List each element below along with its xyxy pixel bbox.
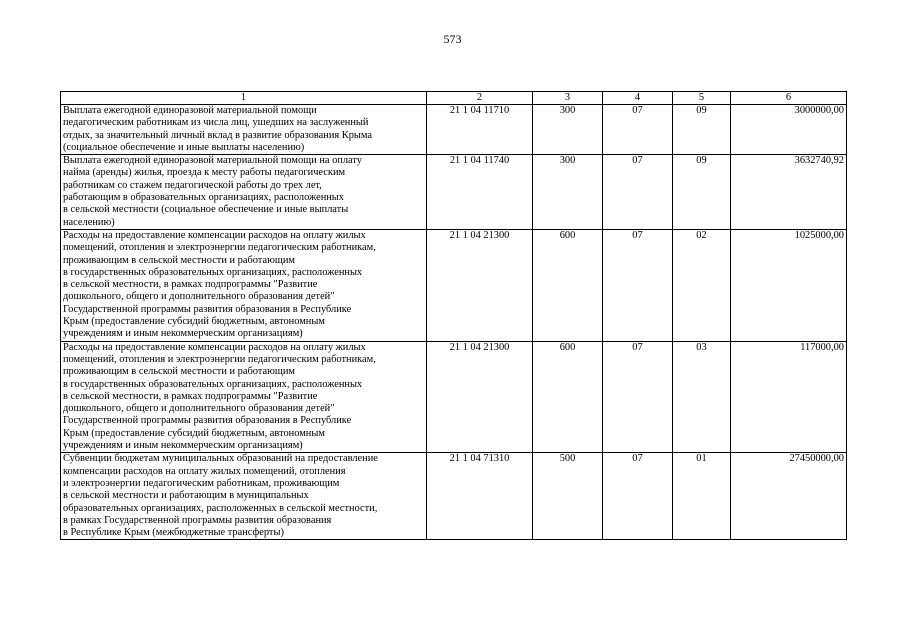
row-col4: 07 [603,155,673,230]
row-description: Субвенции бюджетам муниципальных образований на предоставление компенсации расходов на оплату жилых помещений, отопления и электроэнергии педагогическим работникам, проживающим в сельской местности и работающим в муниципальных образовательных организациях, расположенных в сельской местности, в рамках Государственной программы развития образования в Республике Крым (межбюджетные трансферты) [61,453,427,540]
row-col5: 01 [673,453,731,540]
row-amount: 1025000,00 [731,229,847,341]
header-col-1: 1 [61,92,427,105]
row-amount: 117000,00 [731,341,847,453]
row-col5: 02 [673,229,731,341]
header-col-3: 3 [533,92,603,105]
table-row [61,105,847,155]
row-description: Расходы на предоставление компенсации расходов на оплату жилых помещений, отопления и электроэнергии педагогическим работникам, проживающим в сельской местности и работающим в государственных образовательных организациях, расположенных в сельской местности, в рамках подпрограммы "Развитие дошкольного, общего и дополнительного образования детей" Государственной программы развития образования в Республике Крым (предоставление субсидий бюджетным, автономным учреждениям и иным некоммерческим организациям) [61,229,427,341]
header-col-5: 5 [673,92,731,105]
page-number: 573 [443,32,462,46]
row-col5: 09 [673,155,731,230]
row-col5: 09 [673,105,731,155]
row-code: 21 1 04 71310 [427,453,533,540]
budget-table [60,91,847,540]
row-code: 21 1 04 21300 [427,341,533,453]
row-amount: 3632740,92 [731,155,847,230]
header-col-6: 6 [731,92,847,105]
row-col3: 300 [533,105,603,155]
table-row [61,341,847,453]
row-col4: 07 [603,341,673,453]
row-code: 21 1 04 11740 [427,155,533,230]
row-col3: 500 [533,453,603,540]
row-description: Расходы на предоставление компенсации расходов на оплату жилых помещений, отопления и электроэнергии педагогическим работникам, проживающим в сельской местности и работающим в государственных образовательных организациях, расположенных в сельской местности, в рамках подпрограммы "Развитие дошкольного, общего и дополнительного образования детей" Государственной программы развития образования в Республике Крым (предоставление субсидий бюджетным, автономным учреждениям и иным некоммерческим организациям) [61,341,427,453]
row-code: 21 1 04 21300 [427,229,533,341]
table-header-row [61,92,847,105]
row-amount: 27450000,00 [731,453,847,540]
row-col4: 07 [603,229,673,341]
table-row [61,229,847,341]
table-row [61,155,847,230]
row-code: 21 1 04 11710 [427,105,533,155]
row-col4: 07 [603,453,673,540]
row-col5: 03 [673,341,731,453]
row-amount: 3000000,00 [731,105,847,155]
row-col3: 300 [533,155,603,230]
header-col-4: 4 [603,92,673,105]
row-col3: 600 [533,341,603,453]
row-col3: 600 [533,229,603,341]
row-description: Выплата ежегодной единоразовой материальной помощи педагогическим работникам из числа лиц, ушедших на заслуженный отдых, за значительный личный вклад в развитие образования Крыма (социальное обеспечение и иные выплаты населению) [61,105,427,155]
header-col-2: 2 [427,92,533,105]
table-row [61,453,847,540]
row-col4: 07 [603,105,673,155]
row-description: Выплата ежегодной единоразовой материальной помощи на оплату найма (аренды) жилья, проезда к месту работы педагогическим работникам со стажем педагогической работы до трех лет, работающим в образовательных организациях, расположенных в сельской местности (социальное обеспечение и иные выплаты населению) [61,155,427,230]
